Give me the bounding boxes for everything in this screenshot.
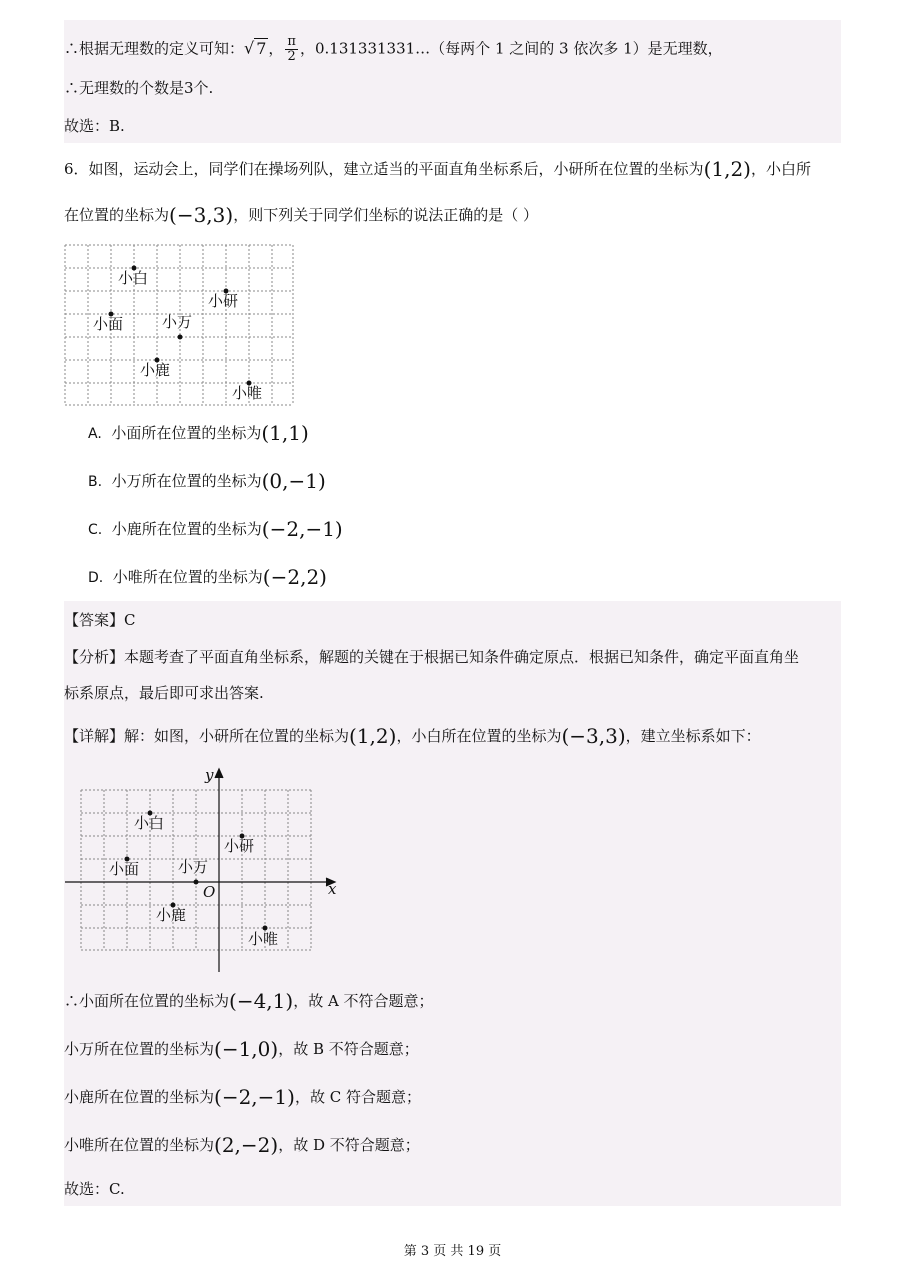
origin-label: O — [203, 883, 216, 901]
page-footer: 第 3 页 共 19 页 — [403, 1244, 502, 1259]
label-xiaoyan: 小研 — [208, 292, 239, 310]
final-answer: 故选：C. — [64, 1180, 125, 1198]
option-d[interactable]: D. 小唯所在位置的坐标为(−2,2) — [88, 565, 327, 589]
question-grid-figure — [60, 240, 300, 410]
label-xiaowan-2: 小万 — [178, 858, 209, 876]
label-xiaobai-2: 小白 — [134, 814, 165, 832]
question-line1: 6．如图，运动会上，同学们在操场列队，建立适当的平面直角坐标系后，小研所在位置的坐标为(1,2)，小白所 — [64, 157, 811, 181]
check-line-a: ∴小面所在位置的坐标为(−4,1)，故 A 不符合题意； — [64, 989, 434, 1013]
analysis-line1: 【分析】本题考查了平面直角坐标系，解题的关键在于根据已知条件确定原点．根据已知条件，确定平面直角坐 — [64, 648, 800, 666]
label-xiaoyan-2: 小研 — [224, 837, 255, 855]
label-xiaobai: 小白 — [118, 269, 149, 287]
question-line2: 在位置的坐标为(−3,3)，则下列关于同学们坐标的说法正确的是（ ） — [64, 203, 538, 227]
label-xiaolu-2: 小鹿 — [156, 906, 187, 924]
option-c[interactable]: C. 小鹿所在位置的坐标为(−2,−1) — [88, 517, 343, 541]
prev-solution-line3: 故选：B. — [64, 117, 125, 135]
label-xiaomian: 小面 — [93, 315, 124, 333]
check-line-d: 小唯所在位置的坐标为(2,−2)，故 D 不符合题意； — [64, 1133, 420, 1157]
detail-line: 【详解】解：如图，小研所在位置的坐标为(1,2)，小白所在位置的坐标为(−3,3)，建立坐标系如下： — [64, 724, 761, 748]
axis-x-label: x — [328, 880, 337, 898]
option-a[interactable]: A. 小面所在位置的坐标为(1,1) — [88, 421, 309, 445]
point-xiaowan — [178, 335, 183, 340]
label-xiaowei: 小唯 — [232, 384, 263, 402]
label-xiaowei-2: 小唯 — [248, 930, 279, 948]
prev-solution-line2: ∴无理数的个数是3个. — [64, 79, 214, 97]
check-line-c: 小鹿所在位置的坐标为(−2,−1)，故 C 符合题意； — [64, 1085, 421, 1109]
check-line-b: 小万所在位置的坐标为(−1,0)，故 B 不符合题意； — [64, 1037, 419, 1061]
label-xiaomian-2: 小面 — [109, 860, 140, 878]
axis-y-label: y — [205, 766, 214, 784]
label-xiaowan: 小万 — [162, 313, 193, 331]
option-b[interactable]: B. 小万所在位置的坐标为(0,−1) — [88, 469, 326, 493]
analysis-line2: 标系原点，最后即可求出答案. — [64, 684, 264, 702]
label-xiaolu: 小鹿 — [140, 361, 171, 379]
answer-coordinate-figure — [60, 762, 350, 977]
answer-line: 【答案】C — [64, 611, 136, 629]
prev-solution-line1: ∴根据无理数的定义可知：√ 7 ， $\frac{\pi}{2}$ ，0.131331331…（每两个 1 之间的 3 依次多 1）是无理数， — [64, 34, 723, 64]
